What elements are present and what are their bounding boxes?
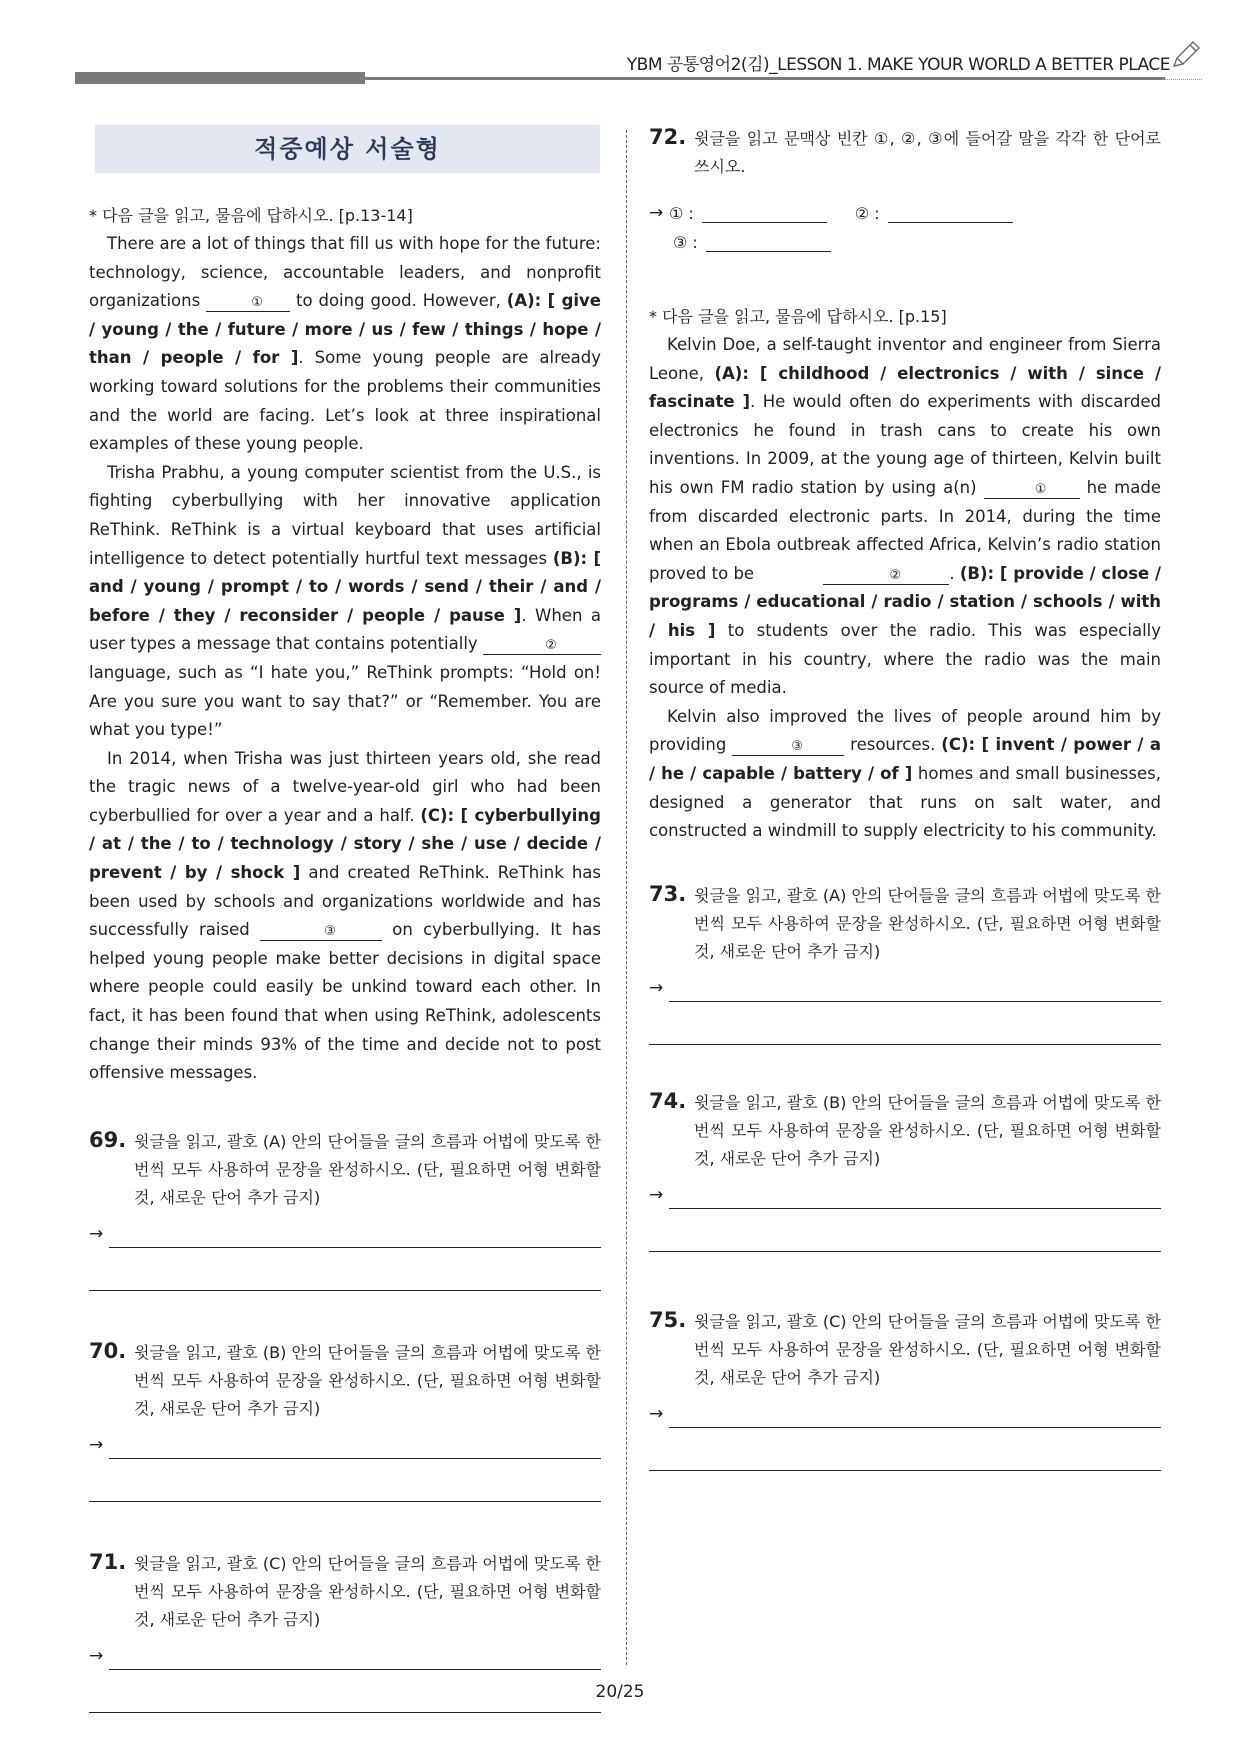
question-text: 윗글을 읽고, 괄호 (C) 안의 단어들을 글의 흐름과 어법에 맞도록 한 번씩 모두 사용하여 문장을 완성하시오. (단, 필요하면 어형 변화할 것, 새로운 단어 추가 금지) xyxy=(134,1553,601,1629)
text-run: . xyxy=(949,563,960,583)
passage-paragraph xyxy=(89,230,601,459)
question-text: 윗글을 읽고, 괄호 (B) 안의 단어들을 글의 흐름과 어법에 맞도록 한 번씩 모두 사용하여 문장을 완성하시오. (단, 필요하면 어형 변화할 것, 새로운 단어 추가 금지) xyxy=(134,1342,601,1418)
question-72 xyxy=(649,125,1161,181)
bracket-words-c: (C): [ cyberbullying / at / the / to / technology / story / she / use / decide / prevent / by / shock ] xyxy=(89,805,601,883)
question-number: 70. xyxy=(89,1338,127,1363)
passage-paragraph xyxy=(89,459,601,745)
passage-instruction: * 다음 글을 읽고, 물음에 답하시오. [p.13-14] xyxy=(89,206,413,225)
answer-line-row xyxy=(649,1400,1161,1428)
question-69 xyxy=(89,1128,601,1291)
answer-line-row xyxy=(89,1642,601,1670)
question-text: 윗글을 읽고, 괄호 (B) 안의 단어들을 글의 흐름과 어법에 맞도록 한 번씩 모두 사용하여 문장을 완성하시오. (단, 필요하면 어형 변화할 것, 새로운 단어 추가 금지) xyxy=(694,1092,1161,1168)
document-header-title: YBM 공통영어2(김)_LESSON 1. MAKE YOUR WORLD A BETTER PLACE xyxy=(626,55,1170,75)
bracket-words-b: (B): [ provide / close / programs / educational / radio / station / schools / with / his ] xyxy=(649,563,1161,640)
answer-slots-row xyxy=(649,233,1161,252)
blank-2: ② xyxy=(483,638,601,655)
passage-instruction: * 다음 글을 읽고, 물음에 답하시오. [p.15] xyxy=(649,307,947,326)
question-text: 윗글을 읽고 문맥상 빈칸 ①, ②, ③에 들어갈 말을 각각 한 단어로 쓰시오. xyxy=(694,129,1161,176)
text-run: . When a user types a message that contains potentially xyxy=(89,605,601,654)
bracket-words-a: (A): [ childhood / electronics / with / since / fascinate ] xyxy=(649,363,1161,412)
slot-label-1: ① : xyxy=(669,204,694,223)
arrow-icon: → xyxy=(649,977,664,998)
answer-line[interactable] xyxy=(669,981,1161,1002)
text-run: on cyberbullying. It has helped young people make better decisions in digital space where people could easily be unkind toward each other. In fact, it has been found that when using ReThink, adolescents change their minds 93% of the time and decide not to post offensive messages. xyxy=(89,920,601,1083)
text-run: . Some young people are already working toward solutions for the problems their communities and the world are facing. Let’s look at three inspirational examples of these young people. xyxy=(89,348,601,454)
pencil-icon xyxy=(1168,38,1202,72)
bracket-words-b: (B): [ and / young / prompt / to / words / send / their / and / before / they / reconsider / people / pause ] xyxy=(89,548,601,625)
answer-line[interactable] xyxy=(669,1188,1161,1209)
text-run: In 2014, when Trisha was just thirteen years old, she read the tragic news of a twelve-year-old girl who had been cyberbullied for over a year and a half. xyxy=(89,748,601,825)
answer-line[interactable] xyxy=(649,1024,1161,1045)
arrow-icon: → xyxy=(649,1184,664,1205)
question-number: 74. xyxy=(649,1088,687,1113)
slot-label-3: ③ : xyxy=(673,233,698,252)
question-75 xyxy=(649,1308,1161,1471)
section-title: 적중예상 서술형 xyxy=(95,125,600,173)
right-column xyxy=(649,125,1161,1471)
answer-line-row xyxy=(89,1431,601,1459)
bracket-words-c: (C): [ invent / power / a / he / capable / battery / of ] xyxy=(649,735,1162,783)
passage-text xyxy=(649,331,1161,846)
blank-1: ① xyxy=(984,482,1080,499)
answer-line-row xyxy=(649,1181,1161,1209)
arrow-icon: → xyxy=(89,1645,104,1666)
bracket-words-a: (A): [ give / young / the / future / more / us / few / things / hope / than / people / for ] xyxy=(89,291,601,368)
arrow-icon: → xyxy=(649,203,664,223)
slot-label-2: ② : xyxy=(854,204,880,223)
question-text: 윗글을 읽고, 괄호 (A) 안의 단어들을 글의 흐름과 어법에 맞도록 한 번씩 모두 사용하여 문장을 완성하시오. (단, 필요하면 어형 변화할 것, 새로운 단어 추가 금지) xyxy=(134,1131,601,1207)
answer-line[interactable] xyxy=(109,1649,601,1670)
text-run: There are a lot of things that fill us with hope for the future: technology, science, accountable leaders, and nonprofit organizations xyxy=(89,234,601,311)
blank-3: ③ xyxy=(260,924,382,941)
answer-line-row xyxy=(89,1220,601,1248)
question-73 xyxy=(649,882,1161,1045)
text-run: to students over the radio. This was especially important in his country, where the radio was the main source of media. xyxy=(649,620,1161,698)
passage-paragraph xyxy=(649,703,1161,846)
text-run: to doing good. However, xyxy=(290,291,507,311)
question-number: 72. xyxy=(649,125,687,149)
answer-line[interactable] xyxy=(89,1270,601,1291)
header-bar-accent xyxy=(75,72,365,84)
passage-paragraph xyxy=(89,745,601,1088)
answer-slot-1[interactable] xyxy=(702,204,827,223)
blank-2: ② xyxy=(823,568,949,585)
answer-line[interactable] xyxy=(109,1227,601,1248)
column-divider xyxy=(626,130,627,1665)
header-dotted-rule xyxy=(1162,79,1202,80)
text-run: Kelvin also improved the lives of people around him by providing xyxy=(649,706,1161,755)
answer-slot-2[interactable] xyxy=(888,204,1013,223)
arrow-icon: → xyxy=(89,1223,104,1244)
left-column xyxy=(89,125,601,1713)
text-run: Kelvin Doe, a self-taught inventor and engineer from Sierra Leone, xyxy=(649,335,1161,383)
answer-slot-3[interactable] xyxy=(706,233,831,252)
question-74 xyxy=(649,1089,1161,1252)
arrow-icon: → xyxy=(649,1403,664,1424)
answer-line[interactable] xyxy=(649,1450,1161,1471)
text-run: he made from discarded electronic parts. In 2014, during the time when an Ebola outbreak affected Africa, Kelvin’s radio station proved to be xyxy=(649,477,1161,583)
blank-3: ③ xyxy=(732,739,844,756)
answer-line-row xyxy=(649,974,1161,1002)
answer-line[interactable] xyxy=(649,1231,1161,1252)
question-number: 73. xyxy=(649,881,687,906)
answer-line[interactable] xyxy=(89,1481,601,1502)
question-number: 75. xyxy=(649,1307,687,1332)
text-run: . He would often do experiments with discarded electronics he found in trash cans to create his own inventions. In 2009, at the young age of thirteen, Kelvin built his own FM radio station by using a(n) xyxy=(649,392,1162,497)
text-run: homes and small businesses, designed a generator that runs on salt water, and constructed a windmill to supply electricity to his community. xyxy=(649,763,1161,841)
blank-1: ① xyxy=(206,295,290,312)
passage-text xyxy=(89,230,601,1088)
passage-paragraph xyxy=(649,331,1161,703)
text-run: language, such as “I hate you,” ReThink prompts: “Hold on! Are you sure you want to say that?” or “Remember. You are what you type!” xyxy=(89,662,601,740)
question-number: 71. xyxy=(89,1549,127,1574)
text-run: resources. xyxy=(844,735,942,755)
arrow-icon: → xyxy=(89,1434,104,1455)
text-run: Trisha Prabhu, a young computer scientist from the U.S., is fighting cyberbullying with her innovative application ReThink. ReThink is a virtual keyboard that uses artificial intelligence to detect potentially hurtful text messages xyxy=(89,462,601,568)
text-run: and created ReThink. ReThink has been used by schools and organizations worldwide and has successfully raised xyxy=(89,863,601,940)
answer-line[interactable] xyxy=(669,1407,1161,1428)
page-number: 20/25 xyxy=(595,1682,645,1702)
answer-slots-row xyxy=(649,203,1161,223)
header-rule xyxy=(365,77,1165,80)
question-number: 69. xyxy=(89,1127,127,1152)
question-text: 윗글을 읽고, 괄호 (C) 안의 단어들을 글의 흐름과 어법에 맞도록 한 번씩 모두 사용하여 문장을 완성하시오. (단, 필요하면 어형 변화할 것, 새로운 단어 추가 금지) xyxy=(694,1311,1161,1387)
question-text: 윗글을 읽고, 괄호 (A) 안의 단어들을 글의 흐름과 어법에 맞도록 한 번씩 모두 사용하여 문장을 완성하시오. (단, 필요하면 어형 변화할 것, 새로운 단어 추가 금지) xyxy=(694,885,1161,961)
answer-line[interactable] xyxy=(109,1438,601,1459)
question-70 xyxy=(89,1339,601,1502)
